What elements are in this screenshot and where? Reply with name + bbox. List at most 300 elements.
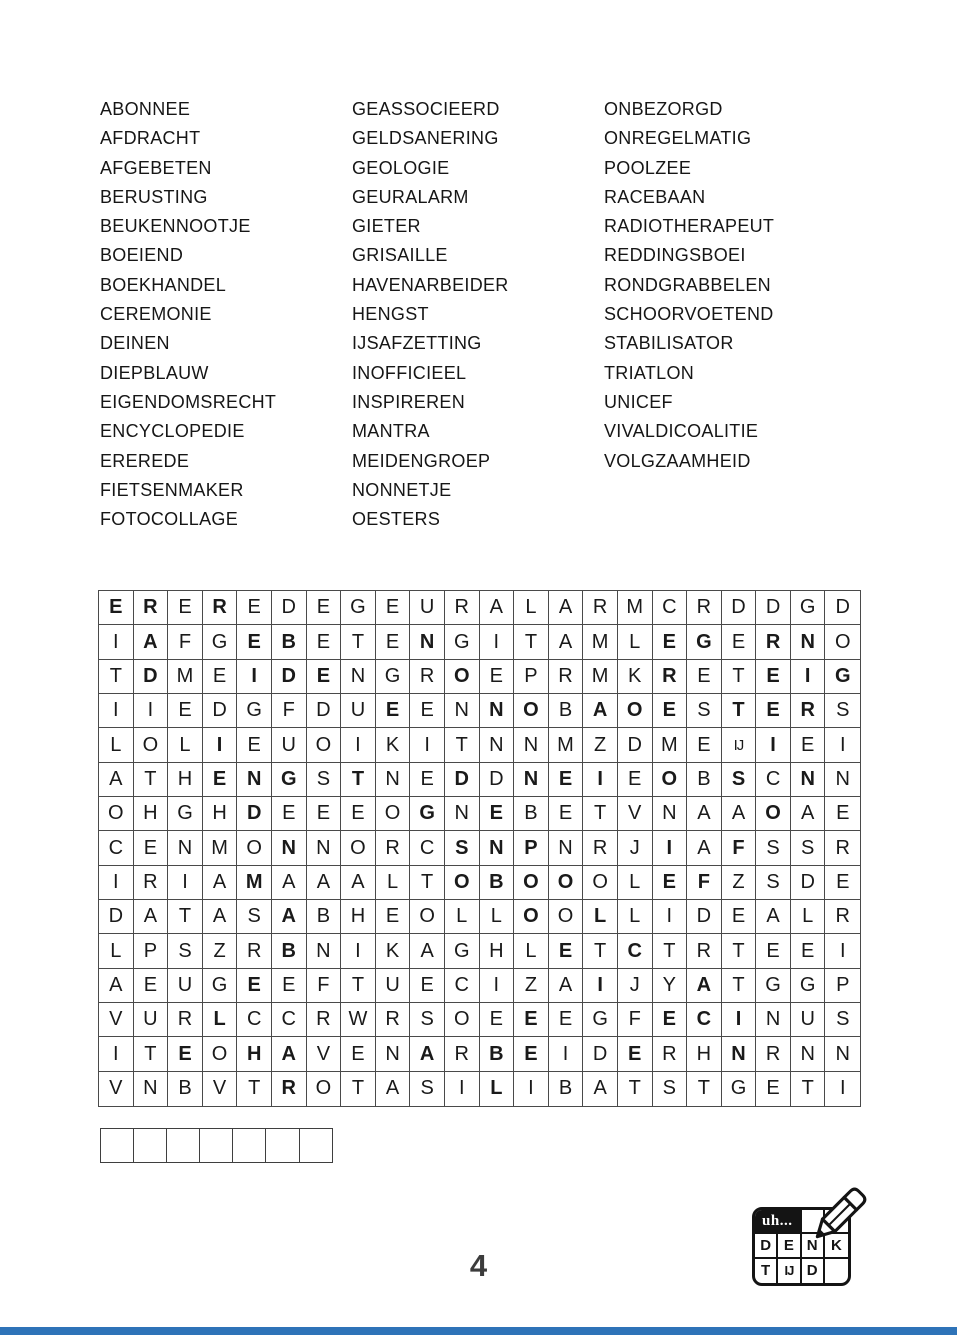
grid-cell-r5-c4: I (203, 728, 238, 762)
grid-cell-r6-c14: E (549, 763, 584, 797)
puzzle-grid (98, 590, 861, 1107)
grid-cell-r1-c18: R (687, 591, 722, 625)
word-geologie: GEOLOGIE (352, 157, 450, 178)
grid-cell-r11-c3: S (168, 934, 203, 968)
answer-box-4 (199, 1128, 234, 1163)
grid-cell-r14-c9: N (376, 1037, 411, 1071)
grid-cell-r15-c7: O (307, 1072, 342, 1106)
grid-cell-r4-c18: S (687, 694, 722, 728)
grid-cell-r9-c20: S (756, 866, 791, 900)
grid-cell-r15-c15: A (583, 1072, 618, 1106)
grid-cell-r10-c1: D (99, 900, 134, 934)
grid-cell-r6-c18: B (687, 763, 722, 797)
grid-cell-r2-c6: B (272, 625, 307, 659)
grid-cell-r13-c16: F (618, 1003, 653, 1037)
grid-cell-r2-c8: T (341, 625, 376, 659)
grid-cell-r2-c16: L (618, 625, 653, 659)
grid-cell-r9-c2: R (134, 866, 169, 900)
grid-cell-r1-c22: D (825, 591, 860, 625)
grid-cell-r10-c21: L (791, 900, 826, 934)
grid-cell-r14-c6: A (272, 1037, 307, 1071)
grid-cell-r9-c18: F (687, 866, 722, 900)
grid-cell-r1-c14: A (549, 591, 584, 625)
grid-cell-r5-c5: E (237, 728, 272, 762)
grid-cell-r15-c21: T (791, 1072, 826, 1106)
grid-cell-r9-c7: A (307, 866, 342, 900)
grid-cell-r12-c21: G (791, 969, 826, 1003)
grid-cell-r8-c6: N (272, 831, 307, 865)
word-triatlon: TRIATLON (604, 362, 695, 383)
grid-cell-r1-c15: R (583, 591, 618, 625)
grid-cell-r3-c9: G (376, 660, 411, 694)
grid-cell-r2-c18: G (687, 625, 722, 659)
grid-cell-r9-c19: Z (722, 866, 757, 900)
grid-cell-r5-c15: Z (583, 728, 618, 762)
grid-cell-r4-c8: U (341, 694, 376, 728)
grid-cell-r13-c17: E (653, 1003, 688, 1037)
grid-cell-r2-c21: N (791, 625, 826, 659)
grid-cell-r1-c17: C (653, 591, 688, 625)
grid-cell-r8-c9: R (376, 831, 411, 865)
word-deinen: DEINEN (100, 333, 170, 354)
denktijd-logo (752, 1207, 851, 1286)
grid-cell-r13-c12: E (480, 1003, 515, 1037)
grid-cell-r1-c1: E (99, 591, 134, 625)
word-mantra: MANTRA (352, 421, 430, 442)
grid-cell-r12-c5: E (237, 969, 272, 1003)
grid-cell-r5-c13: N (514, 728, 549, 762)
grid-cell-r5-c11: T (445, 728, 480, 762)
grid-cell-r14-c17: R (653, 1037, 688, 1071)
grid-cell-r11-c4: Z (203, 934, 238, 968)
logo-letter-d: D (802, 1259, 825, 1283)
grid-cell-r8-c1: C (99, 831, 134, 865)
grid-cell-r7-c21: A (791, 797, 826, 831)
grid-cell-r6-c19: S (722, 763, 757, 797)
grid-cell-r2-c13: T (514, 625, 549, 659)
grid-cell-r2-c9: E (376, 625, 411, 659)
grid-cell-r1-c7: E (307, 591, 342, 625)
grid-cell-r5-c8: I (341, 728, 376, 762)
logo-empty-cell (825, 1259, 848, 1283)
grid-cell-r14-c12: B (480, 1037, 515, 1071)
grid-cell-r15-c13: I (514, 1072, 549, 1106)
grid-cell-r5-c17: M (653, 728, 688, 762)
grid-cell-r12-c17: Y (653, 969, 688, 1003)
grid-cell-r10-c22: R (825, 900, 860, 934)
grid-cell-r4-c17: E (653, 694, 688, 728)
grid-cell-r8-c18: A (687, 831, 722, 865)
grid-cell-r7-c19: A (722, 797, 757, 831)
grid-cell-r4-c1: I (99, 694, 134, 728)
grid-cell-r1-c2: R (134, 591, 169, 625)
grid-cell-r6-c3: H (168, 763, 203, 797)
word-poolzee: POOLZEE (604, 157, 692, 178)
grid-cell-r10-c13: O (514, 900, 549, 934)
grid-cell-r4-c14: B (549, 694, 584, 728)
grid-cell-r1-c3: E (168, 591, 203, 625)
word-inofficieel: INOFFICIEEL (352, 362, 467, 383)
grid-cell-r5-c6: U (272, 728, 307, 762)
grid-cell-r15-c10: S (410, 1072, 445, 1106)
grid-cell-r11-c17: T (653, 934, 688, 968)
grid-cell-r10-c5: S (237, 900, 272, 934)
grid-cell-r6-c15: I (583, 763, 618, 797)
grid-cell-r9-c10: T (410, 866, 445, 900)
grid-cell-r9-c5: M (237, 866, 272, 900)
grid-cell-r13-c8: W (341, 1003, 376, 1037)
grid-cell-r14-c19: N (722, 1037, 757, 1071)
grid-cell-r2-c3: F (168, 625, 203, 659)
grid-cell-r6-c5: N (237, 763, 272, 797)
grid-cell-r10-c12: L (480, 900, 515, 934)
grid-cell-r15-c12: L (480, 1072, 515, 1106)
grid-cell-r8-c15: R (583, 831, 618, 865)
grid-cell-r7-c2: H (134, 797, 169, 831)
grid-cell-r7-c7: E (307, 797, 342, 831)
grid-cell-r13-c15: G (583, 1003, 618, 1037)
word-ijsafzetting: IJSAFZETTING (352, 333, 482, 354)
word-fietsenmaker: FIETSENMAKER (100, 479, 244, 500)
grid-cell-r4-c22: S (825, 694, 860, 728)
word-onbezorgd: ONBEZORGD (604, 99, 723, 119)
grid-cell-r2-c17: E (653, 625, 688, 659)
grid-cell-r14-c3: E (168, 1037, 203, 1071)
grid-cell-r3-c18: E (687, 660, 722, 694)
grid-cell-r5-c1: L (99, 728, 134, 762)
grid-cell-r7-c1: O (99, 797, 134, 831)
grid-cell-r1-c16: M (618, 591, 653, 625)
grid-cell-r3-c6: D (272, 660, 307, 694)
grid-cell-r12-c14: A (549, 969, 584, 1003)
grid-cell-r7-c9: O (376, 797, 411, 831)
grid-cell-r6-c8: T (341, 763, 376, 797)
grid-cell-r6-c4: E (203, 763, 238, 797)
grid-cell-r9-c6: A (272, 866, 307, 900)
pencil-icon (807, 1185, 869, 1247)
grid-cell-r14-c7: V (307, 1037, 342, 1071)
word-racebaan: RACEBAAN (604, 186, 706, 207)
grid-cell-r3-c4: E (203, 660, 238, 694)
word-list-column-2 (352, 95, 602, 534)
grid-cell-r5-c2: O (134, 728, 169, 762)
grid-cell-r6-c10: E (410, 763, 445, 797)
grid-cell-r11-c21: E (791, 934, 826, 968)
grid-cell-r11-c10: A (410, 934, 445, 968)
grid-cell-r14-c8: E (341, 1037, 376, 1071)
grid-cell-r9-c1: I (99, 866, 134, 900)
grid-cell-r13-c5: C (237, 1003, 272, 1037)
grid-cell-r8-c11: S (445, 831, 480, 865)
grid-cell-r12-c15: I (583, 969, 618, 1003)
grid-cell-r5-c21: E (791, 728, 826, 762)
grid-cell-r6-c16: E (618, 763, 653, 797)
grid-cell-r2-c11: G (445, 625, 480, 659)
grid-cell-r13-c7: R (307, 1003, 342, 1037)
answer-box-6 (265, 1128, 300, 1163)
grid-cell-r5-c12: N (480, 728, 515, 762)
grid-cell-r14-c2: T (134, 1037, 169, 1071)
grid-cell-r4-c4: D (203, 694, 238, 728)
word-grisaille: GRISAILLE (352, 245, 448, 266)
grid-cell-r3-c11: O (445, 660, 480, 694)
grid-cell-r15-c6: R (272, 1072, 307, 1106)
grid-cell-r3-c14: R (549, 660, 584, 694)
grid-cell-r4-c21: R (791, 694, 826, 728)
word-havenarbeider: HAVENARBEIDER (352, 274, 509, 295)
grid-cell-r11-c6: B (272, 934, 307, 968)
grid-cell-r8-c8: O (341, 831, 376, 865)
word-ererede: EREREDE (100, 450, 190, 471)
grid-cell-r1-c13: L (514, 591, 549, 625)
grid-cell-r6-c13: N (514, 763, 549, 797)
grid-cell-r7-c13: B (514, 797, 549, 831)
grid-cell-r11-c2: P (134, 934, 169, 968)
grid-cell-r6-c7: S (307, 763, 342, 797)
grid-cell-r2-c4: G (203, 625, 238, 659)
grid-cell-r9-c22: E (825, 866, 860, 900)
grid-cell-r12-c10: E (410, 969, 445, 1003)
word-list-column-1 (100, 95, 350, 534)
word-list-column-3 (604, 95, 854, 476)
grid-cell-r5-c7: O (307, 728, 342, 762)
grid-cell-r10-c7: B (307, 900, 342, 934)
grid-cell-r12-c6: E (272, 969, 307, 1003)
grid-cell-r1-c11: R (445, 591, 480, 625)
grid-cell-r10-c10: O (410, 900, 445, 934)
grid-cell-r9-c15: O (583, 866, 618, 900)
grid-cell-r11-c15: T (583, 934, 618, 968)
grid-cell-r6-c9: N (376, 763, 411, 797)
grid-cell-r11-c22: I (825, 934, 860, 968)
grid-cell-r8-c21: S (791, 831, 826, 865)
grid-cell-r12-c13: Z (514, 969, 549, 1003)
grid-cell-r7-c20: O (756, 797, 791, 831)
grid-cell-r14-c20: R (756, 1037, 791, 1071)
grid-cell-r7-c18: A (687, 797, 722, 831)
grid-cell-r3-c3: M (168, 660, 203, 694)
grid-cell-r15-c22: I (839, 1077, 846, 1100)
grid-cell-r8-c22: R (825, 831, 860, 865)
grid-cell-r3-c8: N (341, 660, 376, 694)
grid-cell-r2-c19: E (722, 625, 757, 659)
grid-cell-r2-c1: I (99, 625, 134, 659)
logo-letter-e: E (778, 1234, 801, 1258)
grid-cell-r1-c20: D (756, 591, 791, 625)
grid-cell-r10-c15: L (583, 900, 618, 934)
grid-cell-r11-c1: L (99, 934, 134, 968)
grid-cell-r1-c9: E (376, 591, 411, 625)
grid-cell-r11-c14: E (549, 934, 584, 968)
word-abonnee: ABONNEE (100, 99, 191, 119)
grid-cell-r7-c10: G (410, 797, 445, 831)
answer-box-7 (299, 1128, 334, 1163)
grid-cell-r10-c18: D (687, 900, 722, 934)
grid-cell-r4-c11: N (445, 694, 480, 728)
grid-cell-r13-c19: I (722, 1003, 757, 1037)
word-reddingsboei: REDDINGSBOEI (604, 245, 746, 266)
grid-cell-r13-c10: S (410, 1003, 445, 1037)
grid-cell-r11-c8: I (341, 934, 376, 968)
grid-cell-r2-c7: E (307, 625, 342, 659)
grid-cell-r4-c13: O (514, 694, 549, 728)
page-number: 4 (469, 1248, 488, 1283)
grid-cell-r2-c20: R (756, 625, 791, 659)
word-geassocieerd: GEASSOCIEERD (352, 99, 500, 119)
grid-cell-r13-c14: E (549, 1003, 584, 1037)
grid-cell-r11-c12: H (480, 934, 515, 968)
grid-cell-r3-c5: I (237, 660, 272, 694)
grid-cell-r8-c20: S (756, 831, 791, 865)
grid-cell-r3-c2: D (134, 660, 169, 694)
grid-cell-r12-c12: I (480, 969, 515, 1003)
grid-cell-r9-c4: A (203, 866, 238, 900)
logo-letter-k: K (825, 1234, 848, 1258)
grid-cell-r11-c9: K (376, 934, 411, 968)
grid-cell-r14-c11: R (445, 1037, 480, 1071)
grid-cell-r10-c2: A (134, 900, 169, 934)
grid-cell-r13-c3: R (168, 1003, 203, 1037)
grid-cell-r8-c2: E (134, 831, 169, 865)
grid-cell-r15-c4: V (203, 1072, 238, 1106)
grid-cell-r12-c9: U (376, 969, 411, 1003)
grid-cell-r13-c9: R (376, 1003, 411, 1037)
grid-cell-r7-c6: E (272, 797, 307, 831)
grid-cell-r10-c16: L (618, 900, 653, 934)
grid-cell-r9-c21: D (791, 866, 826, 900)
grid-cell-r10-c3: T (168, 900, 203, 934)
grid-cell-r9-c3: I (168, 866, 203, 900)
grid-cell-r13-c1: V (99, 1003, 134, 1037)
word-beukennootje: BEUKENNOOTJE (100, 216, 251, 237)
grid-cell-r14-c5: H (237, 1037, 272, 1071)
word-schoorvoetend: SCHOORVOETEND (604, 304, 774, 325)
logo-letter-n: N (802, 1234, 825, 1258)
grid-cell-r6-c2: T (134, 763, 169, 797)
word-nonnetje: NONNETJE (352, 479, 452, 500)
grid-cell-r2-c15: M (583, 625, 618, 659)
grid-cell-r6-c22: N (825, 763, 860, 797)
word-meidengroep: MEIDENGROEP (352, 450, 491, 471)
grid-cell-r15-c3: B (168, 1072, 203, 1106)
grid-cell-r13-c4: L (203, 1003, 238, 1037)
grid-cell-r6-c11: D (445, 763, 480, 797)
grid-cell-r14-c4: O (203, 1037, 238, 1071)
grid-cell-r5-c16: D (618, 728, 653, 762)
grid-cell-r5-c3: L (168, 728, 203, 762)
grid-cell-r9-c8: A (341, 866, 376, 900)
grid-cell-r13-c6: C (272, 1003, 307, 1037)
grid-cell-r7-c8: E (341, 797, 376, 831)
grid-cell-r3-c16: K (618, 660, 653, 694)
grid-cell-r14-c13: E (514, 1037, 549, 1071)
word-afgebeten: AFGEBETEN (100, 157, 212, 178)
grid-cell-r10-c8: H (341, 900, 376, 934)
answer-box-2 (133, 1128, 168, 1163)
grid-cell-r15-c20: E (756, 1072, 791, 1106)
grid-cell-r10-c6: A (272, 900, 307, 934)
word-vivaldicoalitie: VIVALDICOALITIE (604, 421, 759, 442)
grid-cell-r4-c15: A (583, 694, 618, 728)
grid-cell-r10-c9: E (376, 900, 411, 934)
grid-cell-r10-c20: A (756, 900, 791, 934)
grid-cell-r11-c11: G (445, 934, 480, 968)
word-boekhandel: BOEKHANDEL (100, 274, 227, 295)
grid-cell-r2-c5: E (237, 625, 272, 659)
grid-cell-r9-c11: O (445, 866, 480, 900)
grid-cell-r14-c15: D (583, 1037, 618, 1071)
grid-cell-r10-c4: A (203, 900, 238, 934)
grid-cell-r2-c10: N (410, 625, 445, 659)
grid-cell-r11-c13: L (514, 934, 549, 968)
grid-cell-r14-c18: H (687, 1037, 722, 1071)
grid-cell-r9-c16: L (618, 866, 653, 900)
grid-cell-r7-c4: H (203, 797, 238, 831)
grid-cell-r8-c16: J (618, 831, 653, 865)
grid-cell-r13-c21: U (791, 1003, 826, 1037)
grid-cell-r10-c17: I (653, 900, 688, 934)
grid-cell-r10-c14: O (549, 900, 584, 934)
grid-cell-r15-c16: T (618, 1072, 653, 1106)
grid-cell-r5-c9: K (376, 728, 411, 762)
word-encyclopedie: ENCYCLOPEDIE (100, 421, 245, 442)
word-fotocollage: FOTOCOLLAGE (100, 509, 239, 530)
grid-cell-r8-c10: C (410, 831, 445, 865)
grid-cell-r11-c20: E (756, 934, 791, 968)
grid-cell-r4-c9: E (376, 694, 411, 728)
grid-cell-r3-c21: I (791, 660, 826, 694)
grid-cell-r7-c12: E (480, 797, 515, 831)
grid-cell-r3-c17: R (653, 660, 688, 694)
grid-cell-r14-c1: I (99, 1037, 134, 1071)
word-stabilisator: STABILISATOR (604, 333, 734, 354)
grid-cell-r12-c19: T (722, 969, 757, 1003)
grid-cell-r4-c20: E (756, 694, 791, 728)
grid-cell-r8-c12: N (480, 831, 515, 865)
grid-cell-r8-c19: F (722, 831, 757, 865)
word-gieter: GIETER (352, 216, 421, 237)
logo-letter-t: T (755, 1259, 778, 1283)
grid-cell-r6-c1: A (99, 763, 134, 797)
grid-cell-r9-c12: B (480, 866, 515, 900)
grid-cell-r7-c22: E (825, 797, 860, 831)
grid-cell-r3-c12: E (480, 660, 515, 694)
word-afdracht: AFDRACHT (100, 128, 201, 149)
grid-cell-r12-c4: G (203, 969, 238, 1003)
grid-cell-r13-c2: U (134, 1003, 169, 1037)
grid-cell-r7-c16: V (618, 797, 653, 831)
word-rondgrabbelen: RONDGRABBELEN (604, 274, 771, 295)
word-radiotherapeut: RADIOTHERAPEUT (604, 216, 775, 237)
grid-cell-r13-c22: S (825, 1003, 860, 1037)
grid-cell-r12-c3: U (168, 969, 203, 1003)
grid-cell-r14-c14: I (549, 1037, 584, 1071)
grid-cell-r8-c5: O (237, 831, 272, 865)
grid-cell-r4-c12: N (480, 694, 515, 728)
grid-cell-r8-c17: I (653, 831, 688, 865)
word-boeiend: BOEIEND (100, 245, 184, 266)
grid-cell-r3-c19: T (722, 660, 757, 694)
grid-cell-r3-c13: P (514, 660, 549, 694)
word-onregelmatig: ONREGELMATIG (604, 128, 752, 149)
grid-cell-r11-c16: C (618, 934, 653, 968)
grid-cell-r5-c19: IJ (722, 728, 757, 762)
grid-cell-r9-c17: E (653, 866, 688, 900)
grid-cell-r15-c9: A (376, 1072, 411, 1106)
grid-cell-r5-c20: I (756, 728, 791, 762)
answer-box-1 (100, 1128, 135, 1163)
grid-cell-r12-c16: J (618, 969, 653, 1003)
